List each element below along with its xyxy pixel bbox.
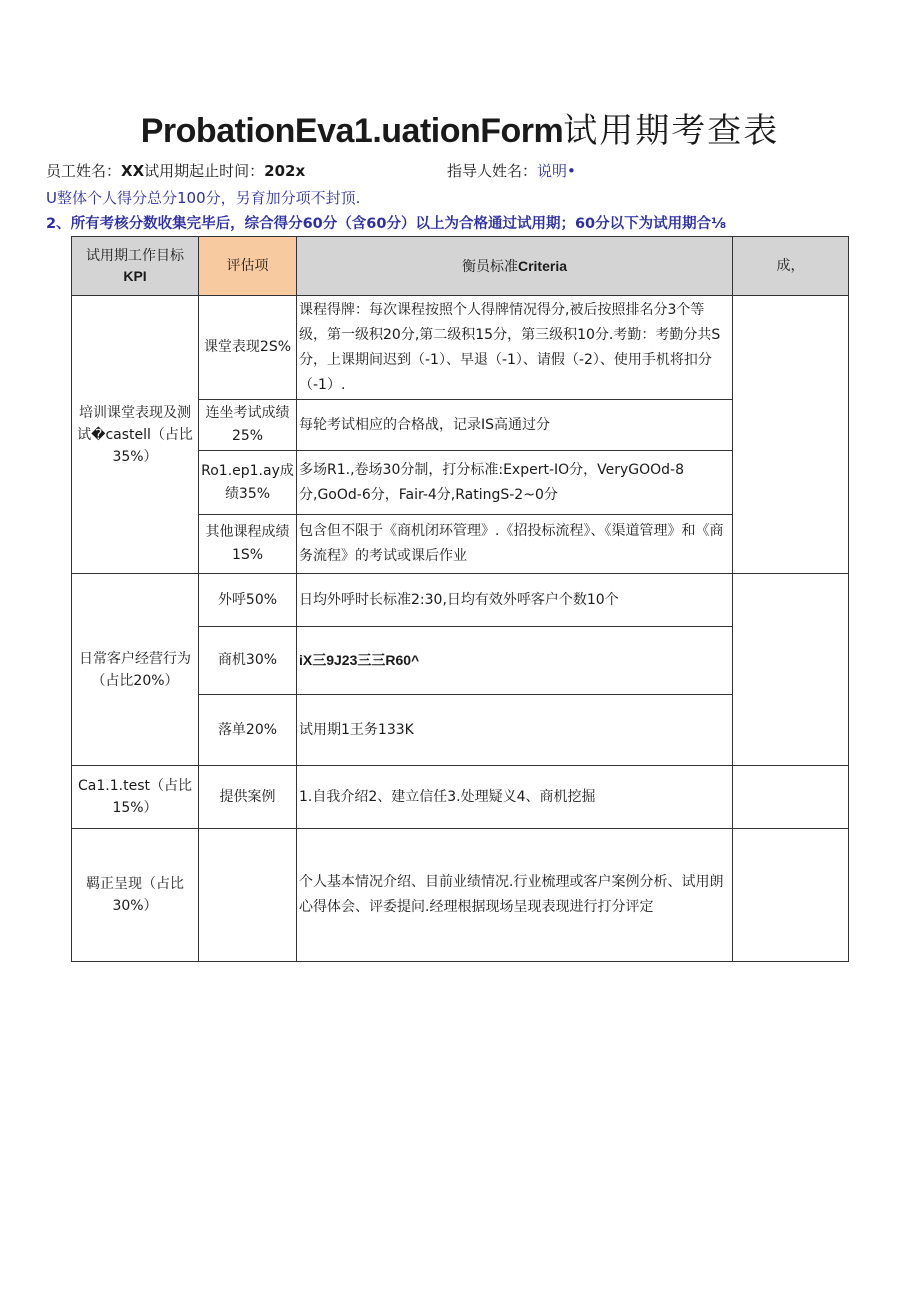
criteria-presentation: 个人基本情况介绍、目前业绩情况.行业梳理或客户案例分析、试用朗心得体会、评委提问.经理根据现场呈现表现进行打分评定 bbox=[297, 829, 733, 962]
criteria-class-performance: 课程得牌：每次课程按照个人得牌情况得分,被后按照排名分3个等级，第一级积20分,第二级积15分，第三级积10分.考勤：考勤分共S分，上课期间迟到（-1）、早退（-1）、请假（-2）、使用手机将扣分（-1）. bbox=[297, 296, 733, 400]
table-header-row bbox=[72, 237, 849, 296]
header-kpi-en: KPI bbox=[123, 268, 147, 284]
kpi-training: 培训课堂表现及测试�castell（占比35%） bbox=[72, 296, 199, 574]
item-roleplay-score: Ro1.ep1.ay成绩35% bbox=[199, 451, 297, 515]
employee-value: XX bbox=[121, 162, 145, 180]
score-cell-training[interactable] bbox=[733, 296, 849, 574]
period-value: 202x bbox=[264, 162, 306, 180]
score-cell-case-test[interactable] bbox=[733, 766, 849, 829]
table-row bbox=[72, 296, 849, 400]
evaluation-table bbox=[71, 236, 849, 962]
form-title-en: ProbationEva1.uationForm bbox=[140, 112, 564, 150]
item-class-performance: 课堂表现2S% bbox=[199, 296, 297, 400]
header-score: 成， bbox=[733, 237, 849, 296]
item-exam-score: 连坐考试成绩25% bbox=[199, 400, 297, 451]
note-2: 2、所有考核分数收集完毕后，综合得分60分（含60分）以上为合格通过试用期；60分以下为试用期合⅛ bbox=[46, 216, 727, 232]
header-item: 评估项 bbox=[199, 237, 297, 296]
header-kpi bbox=[72, 237, 199, 296]
criteria-exam-score: 每轮考试相应的合格战，记录IS高通过分 bbox=[297, 400, 733, 451]
employee-info bbox=[46, 160, 305, 182]
item-outbound-calls: 外呼50% bbox=[199, 574, 297, 627]
header-criteria bbox=[297, 237, 733, 296]
header-kpi-zh: 试用期工作目标 bbox=[86, 248, 184, 264]
item-orders: 落单20% bbox=[199, 695, 297, 766]
score-cell-presentation[interactable] bbox=[733, 829, 849, 962]
item-opportunity: 商机30% bbox=[199, 627, 297, 695]
criteria-opportunity: iX三9J23三三R60^ bbox=[297, 627, 733, 695]
criteria-outbound-calls: 日均外呼时长标准2:30,日均有效外呼客户个数10个 bbox=[297, 574, 733, 627]
header-criteria-en: Criteria bbox=[517, 257, 568, 274]
mentor-value: 说明• bbox=[537, 162, 576, 180]
item-other-courses: 其他课程成绩1S% bbox=[199, 515, 297, 574]
criteria-roleplay-score: 多场R1.,卷场30分制，打分标准:Expert-IO分，VeryGOOd-8分,GoOd-6分，Fair-4分,RatingS-2~0分 bbox=[297, 451, 733, 515]
table-row bbox=[72, 574, 849, 627]
period-label: 试用期起止时间： bbox=[144, 162, 265, 180]
table-row bbox=[72, 766, 849, 829]
kpi-customer-ops: 日常客户经营行为（占比20%） bbox=[72, 574, 199, 766]
criteria-provide-case: 1.自我介绍2、建立信任3.处理疑义4、商机挖掘 bbox=[297, 766, 733, 829]
mentor-label: 指导人姓名： bbox=[447, 162, 538, 180]
form-title bbox=[0, 108, 920, 154]
form-title-zh: 试用期考查表 bbox=[563, 111, 780, 151]
item-provide-case: 提供案例 bbox=[199, 766, 297, 829]
score-cell-customer-ops[interactable] bbox=[733, 574, 849, 766]
note-1: U整体个人得分总分100分，另育加分项不封顶. bbox=[46, 189, 361, 207]
employee-label: 员工姓名： bbox=[46, 162, 122, 180]
item-presentation bbox=[199, 829, 297, 962]
kpi-presentation: 羁正呈现（占比30%） bbox=[72, 829, 199, 962]
criteria-other-courses: 包含但不限于《商机闭环管理》.《招投标流程》、《渠道管理》和《商务流程》的考试或课后作业 bbox=[297, 515, 733, 574]
table-row bbox=[72, 829, 849, 962]
kpi-case-test: Ca1.1.test（占比15%） bbox=[72, 766, 199, 829]
header-criteria-zh: 衡员标准 bbox=[461, 258, 518, 275]
criteria-orders: 试用期1王务133K bbox=[297, 695, 733, 766]
mentor-info bbox=[447, 160, 576, 182]
